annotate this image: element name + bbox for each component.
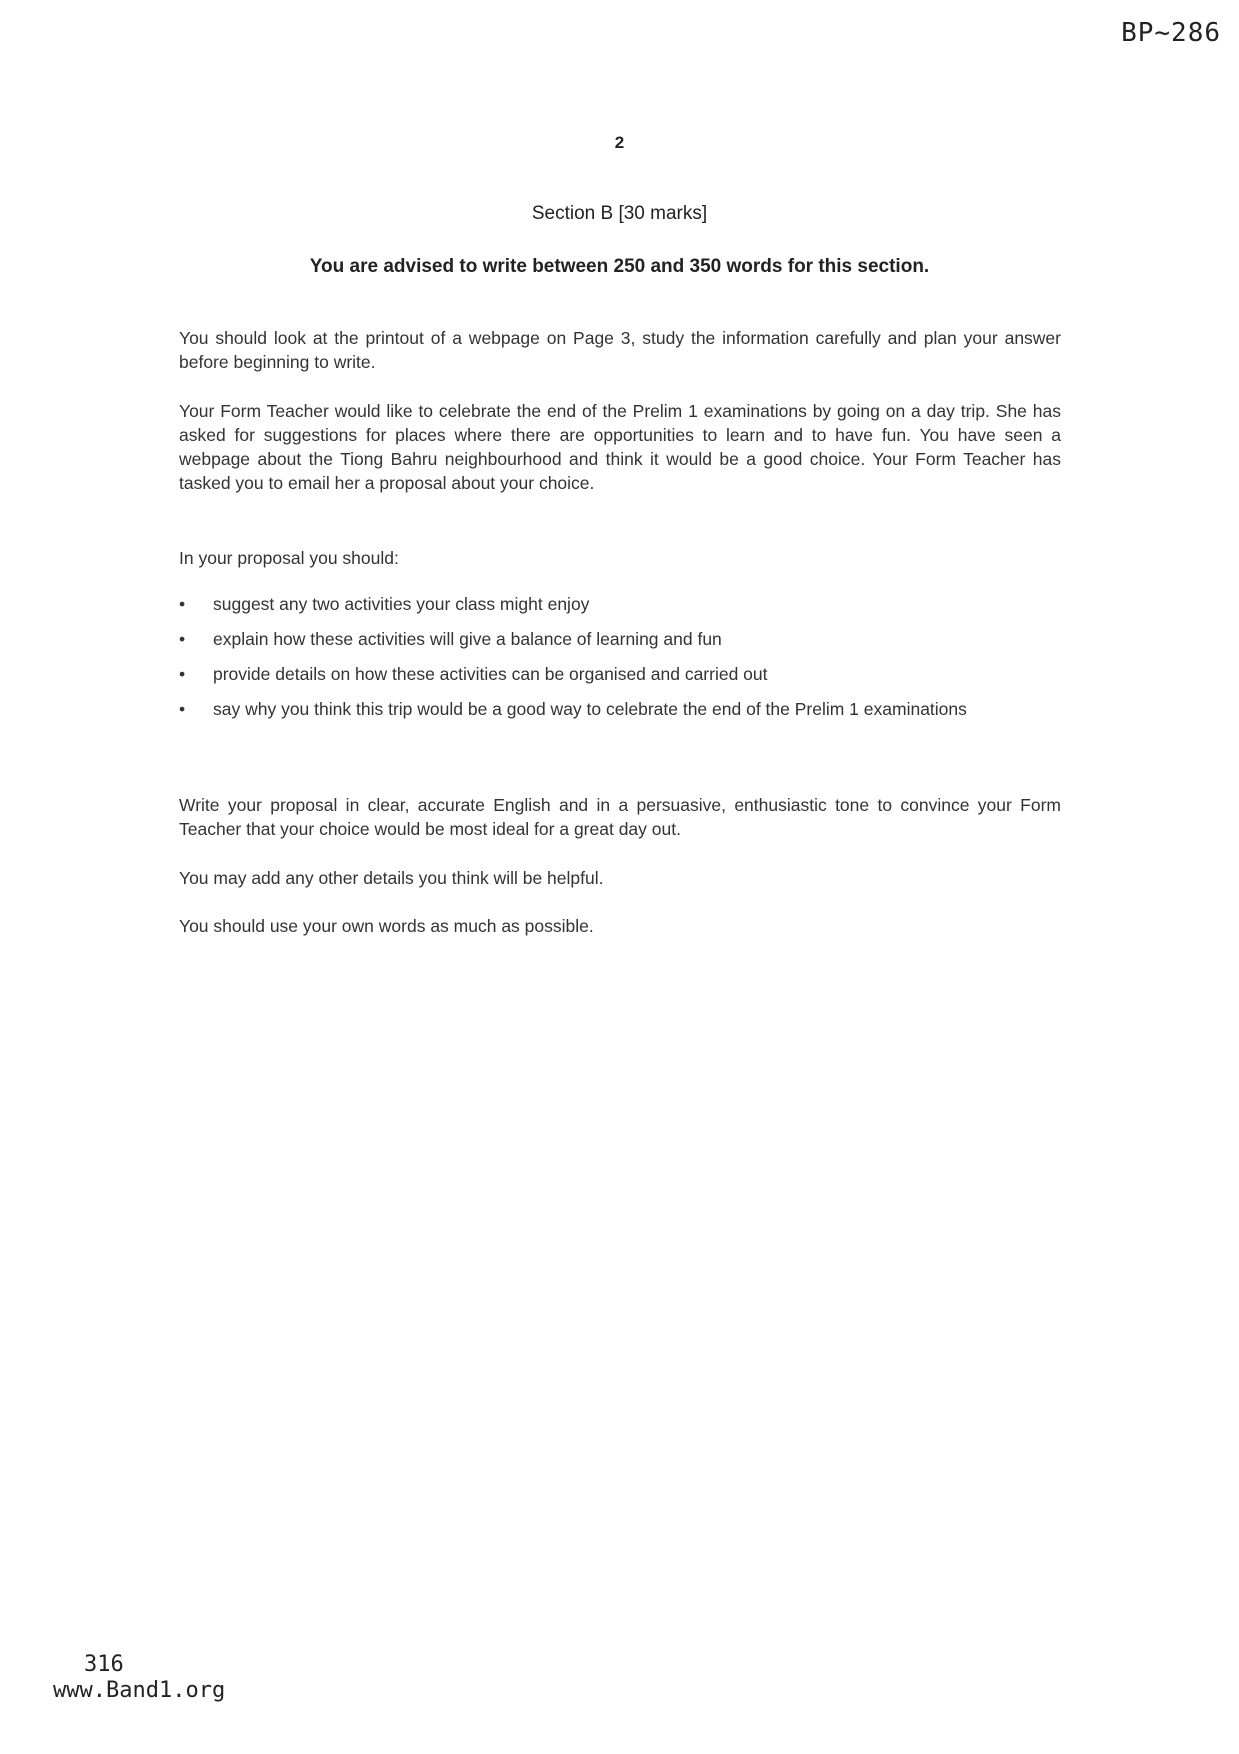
list-item <box>179 592 1061 616</box>
proposal-requirements-list <box>179 592 1061 732</box>
scenario-paragraph: Your Form Teacher would like to celebrate the end of the Prelim 1 examinations by going on a day trip. She has asked for suggestions for places where there are opportunities to learn and to have fun. You have seen a webpage about the Tiong Bahru neighbourhood and think it would be a good choice. Your Form Teacher has tasked you to email her a proposal about your choice. <box>179 401 1061 493</box>
list-item-text: say why you think this trip would be a good way to celebrate the end of the Prelim 1 examinations <box>213 699 967 719</box>
list-item <box>179 697 1061 721</box>
list-item <box>179 662 1061 686</box>
proposal-intro: In your proposal you should: <box>179 548 399 568</box>
bullet-icon: • <box>179 664 186 684</box>
instruction-paragraph-1: You should look at the printout of a webpage on Page 3, study the information carefully and plan your answer before beginning to write. <box>179 328 1061 372</box>
bullet-icon: • <box>179 699 186 719</box>
own-words-instruction: You should use your own words as much as possible. <box>179 916 594 936</box>
page-number: 2 <box>614 133 625 152</box>
bullet-icon: • <box>179 629 186 649</box>
list-item-text: explain how these activities will give a balance of learning and fun <box>213 629 722 649</box>
bullet-icon: • <box>179 594 186 614</box>
list-item-text: provide details on how these activities can be organised and carried out <box>213 664 768 684</box>
footer-page-number: 316 <box>84 1652 124 1677</box>
word-count-advice: You are advised to write between 250 and 350 words for this section. <box>309 256 930 277</box>
list-item <box>179 627 1061 651</box>
list-item-text: suggest any two activities your class might enjoy <box>213 594 590 614</box>
section-title: Section B [30 marks] <box>531 203 708 224</box>
details-instruction: You may add any other details you think will be helpful. <box>179 868 604 888</box>
tone-instruction: Write your proposal in clear, accurate English and in a persuasive, enthusiastic tone to convince your Form Teacher that your choice would be most ideal for a great day out. <box>179 795 1061 839</box>
document-code: BP~286 <box>1121 18 1221 48</box>
footer-website: www.Band1.org <box>53 1678 226 1703</box>
